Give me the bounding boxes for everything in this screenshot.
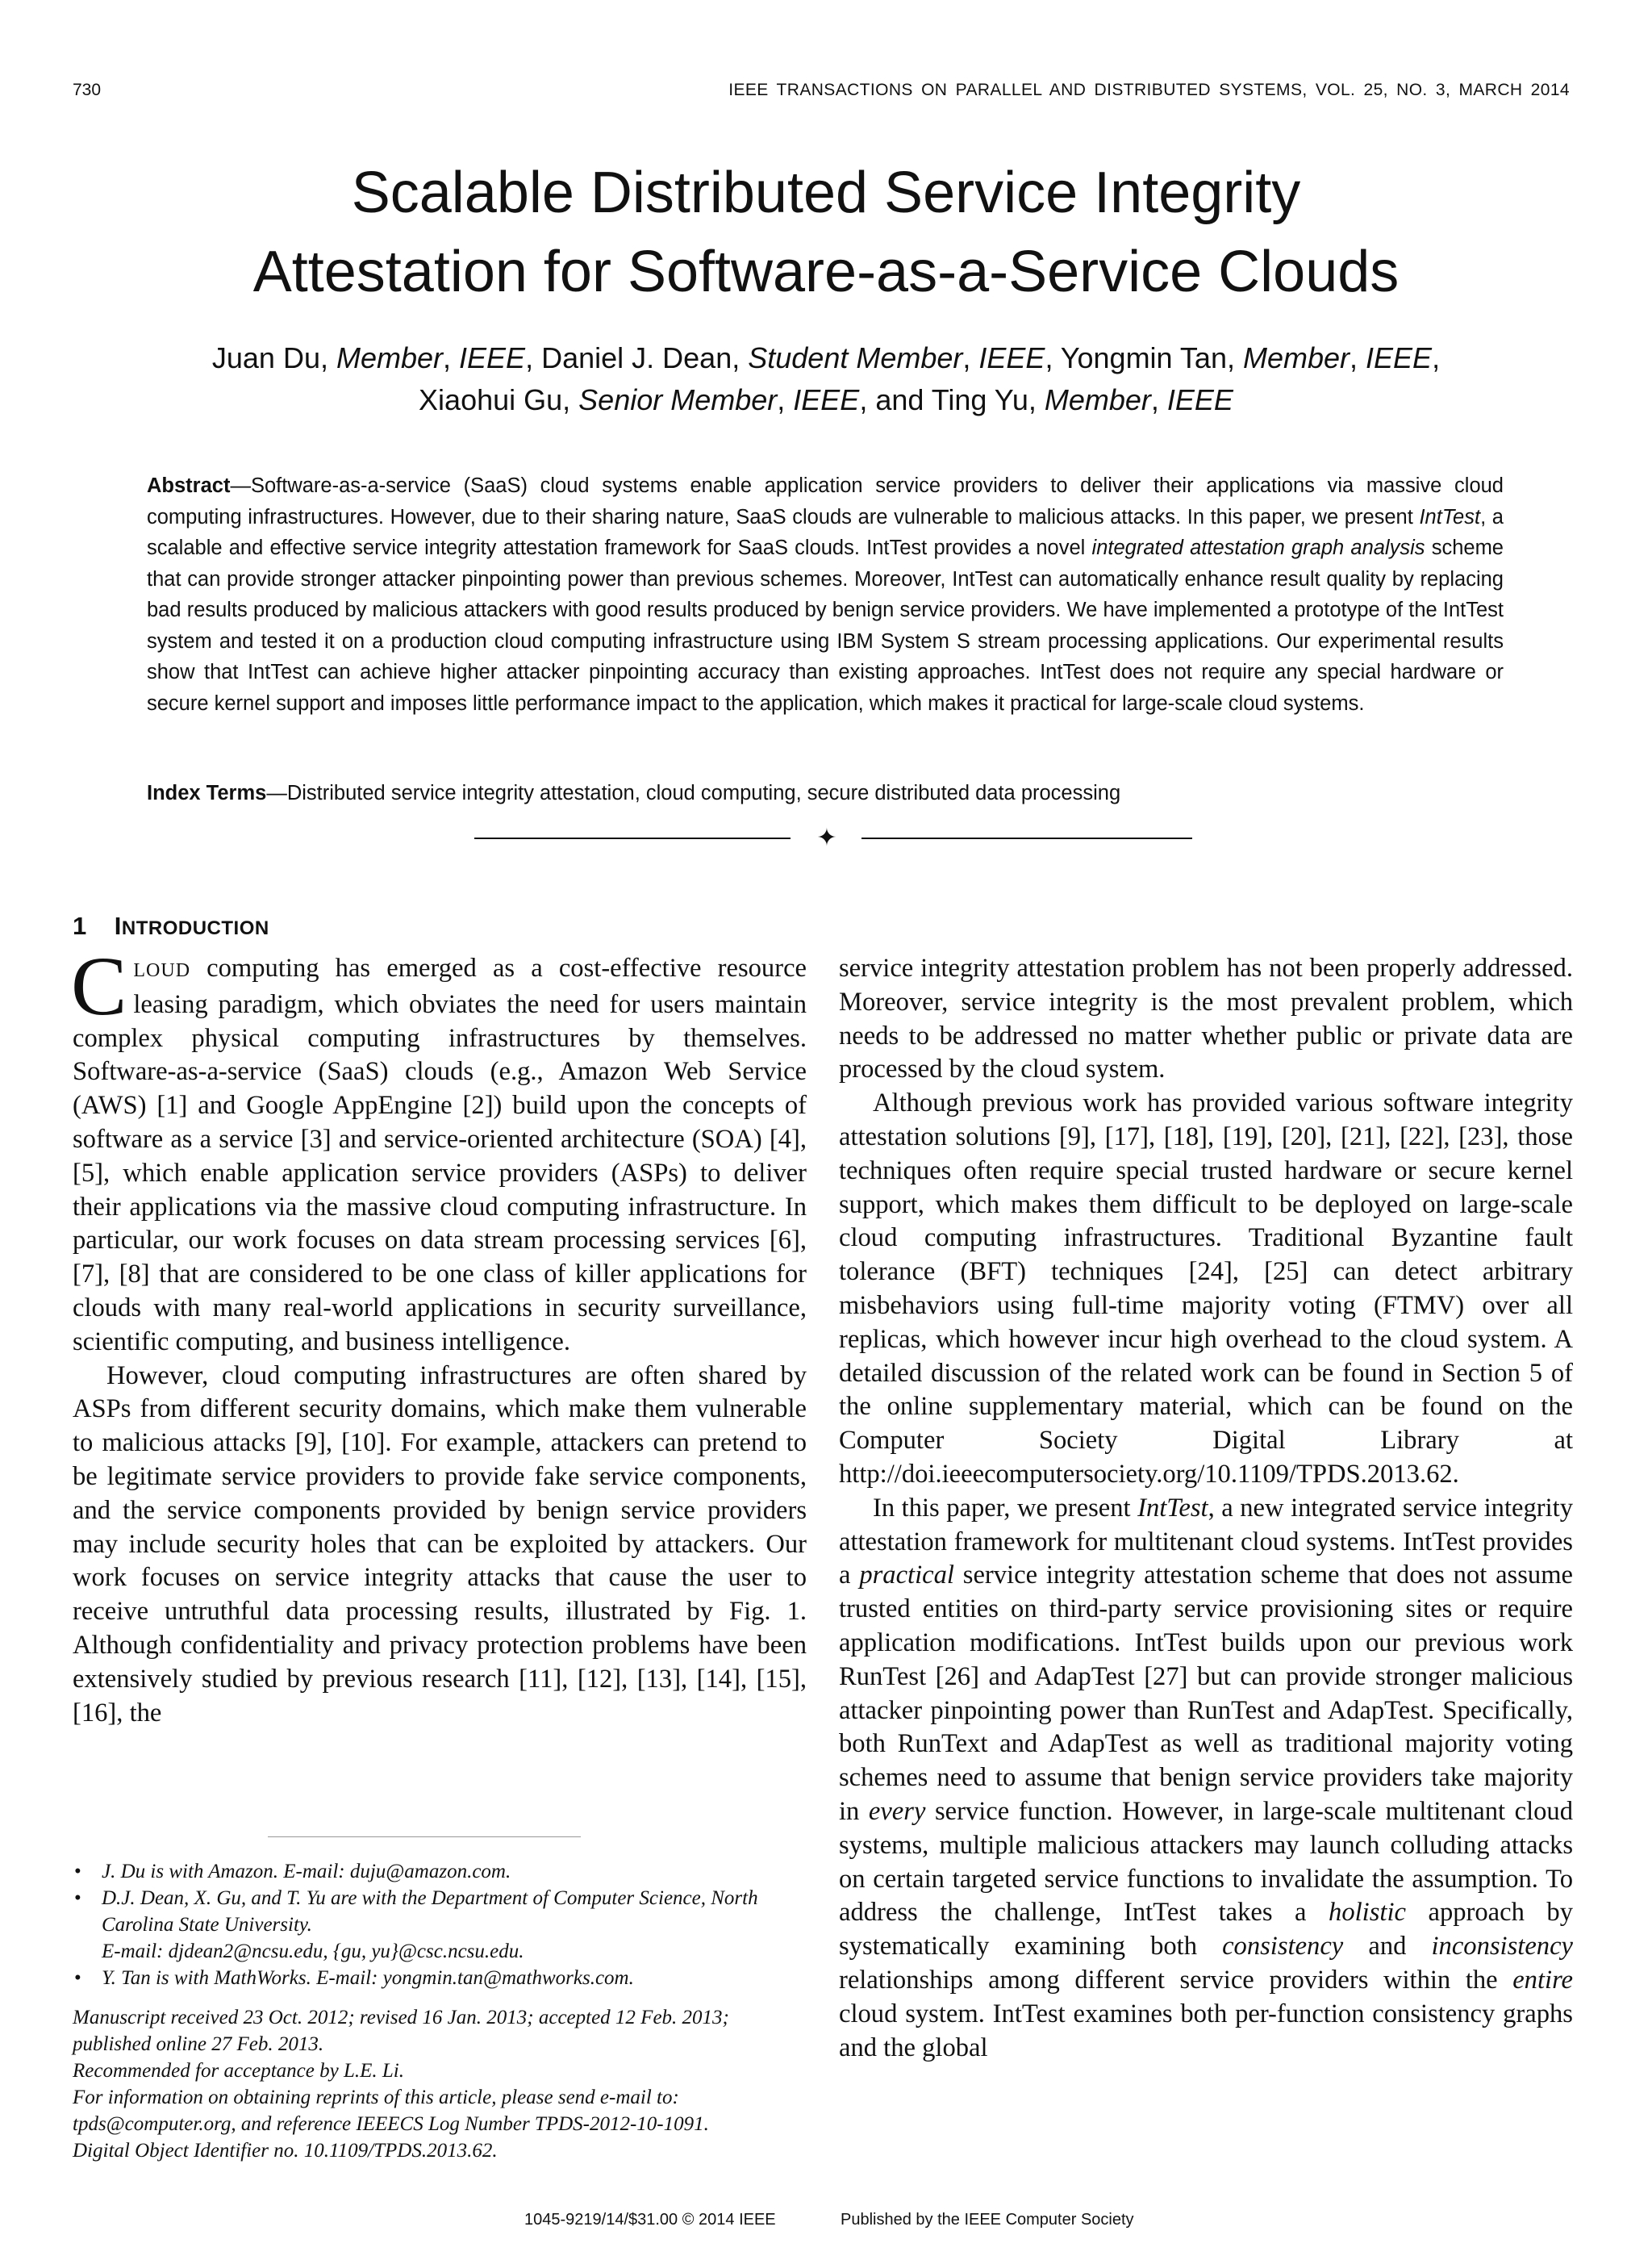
paragraph-text: and (1343, 1932, 1432, 1961)
author-org: IEEE (1166, 383, 1233, 416)
author-name: Xiaohui Gu, (419, 383, 579, 416)
author-role: Student Member (748, 341, 963, 374)
author-name: Yongmin Tan, (1060, 341, 1243, 374)
author-role: Member (336, 341, 444, 374)
author-name: Juan Du, (211, 341, 336, 374)
paragraph-text: , a new integrated service integrity attestation framework for multitenant cloud systems. IntTest provides a (839, 1493, 1573, 1590)
paragraph-text: service function. However, in large-scale multitenant cloud systems, multiple malicious attackers may launch colluding attacks on certain targeted service functions to invalidate the assumption. To address the challenge, IntTest takes a (839, 1796, 1573, 1928)
author-org: IEEE (793, 383, 860, 416)
manuscript-note: For information on obtaining reprints of this article, please send e-mail to: tpds@computer.org, and reference IEEECS Log Number TPDS-2012-10-1091. (73, 2087, 709, 2135)
journal-header: IEEE TRANSACTIONS ON PARALLEL AND DISTRIBUTED SYSTEMS, VOL. 25, NO. 3, MARCH 2014 (728, 81, 1570, 99)
footnote-item (73, 1885, 807, 1965)
emphasis: inconsistency (1431, 1932, 1574, 1961)
author-role: Member (1242, 341, 1350, 374)
paragraph-text: In this paper, we present (873, 1493, 1138, 1523)
section-title-initial: I (114, 912, 122, 940)
abstract (147, 470, 1504, 719)
emphasis: every (868, 1796, 926, 1826)
emphasis: practical (859, 1560, 954, 1590)
paragraph: However, cloud computing infrastructures are often shared by ASPs from different security domains, which make them vulnerable to malicious attacks [9], [10]. For example, attackers can pretend to be legitimate service providers to provide fake service components, and the service components provided by benign service providers may include security holes that can be exploited by attackers. Our work focuses on service integrity attacks that cause the user to receive untruthful data processing results, illustrated by Fig. 1. Although confidentiality and privacy protection problems have been extensively studied by previous research [11], [12], [13], [14], [15], [16], the (73, 1360, 807, 1728)
paragraph: Although previous work has provided various software integrity attestation solutions [9], [17], [18], [19], [20], [21], [22], [23], those techniques often require special trusted hardware or secure kernel support, which makes them difficult to be deployed on large-scale cloud computing infrastructures. Traditional Byzantine fault tolerance (BFT) techniques [24], [25] can detect arbitrary misbehaviors using full-time majority voting (FTMV) over all replicas, which however incur high overhead to the cloud system. A detailed discussion of the related work can be found in Section 5 of the online supplementary material, which can be found on the Computer Society Digital Library at http://doi.ieeecomputersociety.org/10.1109/TPDS.2013.62. (839, 1088, 1573, 1489)
author-list (73, 337, 1579, 421)
footnote-text: D.J. Dean, X. Gu, and T. Yu are with the Department of Computer Science, North Carolina State University. (102, 1887, 758, 1936)
manuscript-note: Digital Object Identifier no. 10.1109/TPDS.2013.62. (73, 2140, 498, 2162)
index-terms-text: —Distributed service integrity attestation, cloud computing, secure distributed data processing (266, 782, 1121, 804)
manuscript-note: Recommended for acceptance by L.E. Li. (73, 2060, 404, 2082)
small-caps-word: LOUD (133, 960, 191, 981)
author-org: IEEE (1366, 341, 1433, 374)
footnote-item (73, 1858, 807, 1885)
author-line-1: Juan Du, Member, IEEE, Daniel J. Dean, Student Member, IEEE, Yongmin Tan, Member, IEEE, (211, 341, 1441, 374)
author-role: Member (1044, 383, 1151, 416)
abstract-label: Abstract (147, 474, 231, 497)
author-name: Daniel J. Dean, (541, 341, 749, 374)
copyright-footer: 1045-9219/14/$31.00 © 2014 IEEE (524, 2211, 776, 2229)
index-terms-label: Index Terms (147, 782, 267, 804)
abstract-emphasis: IntTest (1419, 505, 1481, 528)
paragraph-text: service integrity attestation scheme that does not assume trusted entities on third-party service provisioning sites or require application modifications. IntTest builds upon our previous work RunTest [26] and AdapTest [27] but can provide stronger malicious attacker pinpointing power than RunTest and AdapTest. Specifically, both RunText and AdapTest as well as traditional majority voting schemes need to assume that benign service providers take majority in (839, 1560, 1573, 1826)
author-role: Senior Member (578, 383, 778, 416)
author-name: and Ting Yu, (875, 383, 1045, 416)
bullet-icon: • (74, 1861, 81, 1882)
drop-cap: C (71, 940, 127, 1033)
footnote-text: J. Du is with Amazon. E-mail: duju@amazon.com. (102, 1861, 511, 1882)
abstract-text: scheme that can provide stronger attacker pinpointing power than previous schemes. Moreover, IntTest can automatically enhance result quality by replacing bad results produced by malicious attackers with good results produced by benign service providers. We have implemented a prototype of the IntTest system and tested it on a production cloud computing infrastructure using IBM System S stream processing applications. Our experimental results show that IntTest can achieve higher attacker pinpointing accuracy than existing approaches. IntTest does not require any special hardware or secure kernel support and imposes little performance impact to the application, which makes it practical for large-scale cloud systems. (147, 537, 1504, 715)
paragraph-text: computing has emerged as a cost-effective resource leasing paradigm, which obviates the need for users maintain complex physical computing infrastructures by themselves. Software-as-a-service (SaaS) clouds (e.g., Amazon Web Service (AWS) [1] and Google AppEngine [2]) build upon the concepts of software as a service [3] and service-oriented architecture (SOA) [4], [5], which enable application service providers (ASPs) to deliver their applications via the massive cloud computing infrastructure. In particular, our work focuses on data stream processing services [6], [7], [8] that are considered to be one class of killer applications for clouds with many real-world applications in security surveillance, scientific computing, and business intelligence. (73, 954, 807, 1356)
section-number: 1 (73, 912, 87, 940)
author-line-2: Xiaohui Gu, Senior Member, IEEE, and Ting Yu, Member, IEEE (419, 383, 1233, 416)
abstract-text: —Software-as-a-service (SaaS) cloud systems enable application service providers to deliver their applications via massive cloud computing infrastructures. However, due to their sharing nature, SaaS clouds are vulnerable to malicious attacks. In this paper, we present (147, 474, 1504, 528)
paragraph-text: cloud system. IntTest examines both per-function consistency graphs and the global (839, 1999, 1573, 2062)
emphasis: entire (1512, 1965, 1573, 1995)
abstract-emphasis: integrated attestation graph analysis (1091, 537, 1425, 559)
footnote-rule (268, 1836, 581, 1837)
paragraph-text: approach by systematically examining both (839, 1898, 1573, 1961)
paragraph (839, 1492, 1573, 2066)
paper-title (73, 153, 1579, 311)
footnote-text: Y. Tan is with MathWorks. E-mail: yongmin.tan@mathworks.com. (102, 1967, 634, 1989)
index-terms (147, 778, 1504, 808)
divider-rule-left (474, 838, 791, 839)
paragraph-text: relationships among different service providers within the (839, 1965, 1513, 1995)
footnotes (73, 1858, 807, 2164)
bullet-icon: • (74, 1887, 81, 1909)
left-column (71, 940, 807, 1730)
divider-rule-right (861, 838, 1192, 839)
footnote-item (73, 1965, 807, 1991)
page-number: 730 (73, 81, 102, 99)
section-heading (73, 912, 269, 941)
section-title-rest: NTRODUCTION (121, 917, 269, 939)
author-org: IEEE (978, 341, 1045, 374)
emphasis: holistic (1329, 1898, 1406, 1928)
paragraph: service integrity attestation problem has not been properly addressed. Moreover, service integrity is the most prevalent problem, which needs to be addressed no matter whether public or private data are processed by the cloud system. (839, 954, 1573, 1084)
emphasis: IntTest (1137, 1493, 1208, 1523)
publisher-footer: Published by the IEEE Computer Society (841, 2211, 1134, 2229)
footnote-text: E-mail: djdean2@ncsu.edu, {gu, yu}@csc.ncsu.edu. (102, 1941, 524, 1962)
right-column (839, 952, 1573, 2065)
title-line-1: Scalable Distributed Service Integrity (351, 161, 1301, 225)
author-org: IEEE (459, 341, 526, 374)
divider-diamond-icon: ✦ (816, 825, 837, 851)
title-line-2: Attestation for Software-as-a-Service Clouds (252, 240, 1400, 304)
manuscript-note: Manuscript received 23 Oct. 2012; revised 16 Jan. 2013; accepted 12 Feb. 2013; published online 27 Feb. 2013. (73, 2007, 729, 2055)
abstract-text: , a scalable and effective service integrity attestation framework for SaaS clouds. IntTest provides a novel (147, 505, 1504, 559)
bullet-icon: • (74, 1967, 81, 1989)
emphasis: consistency (1222, 1932, 1344, 1961)
paragraph (71, 940, 807, 1360)
